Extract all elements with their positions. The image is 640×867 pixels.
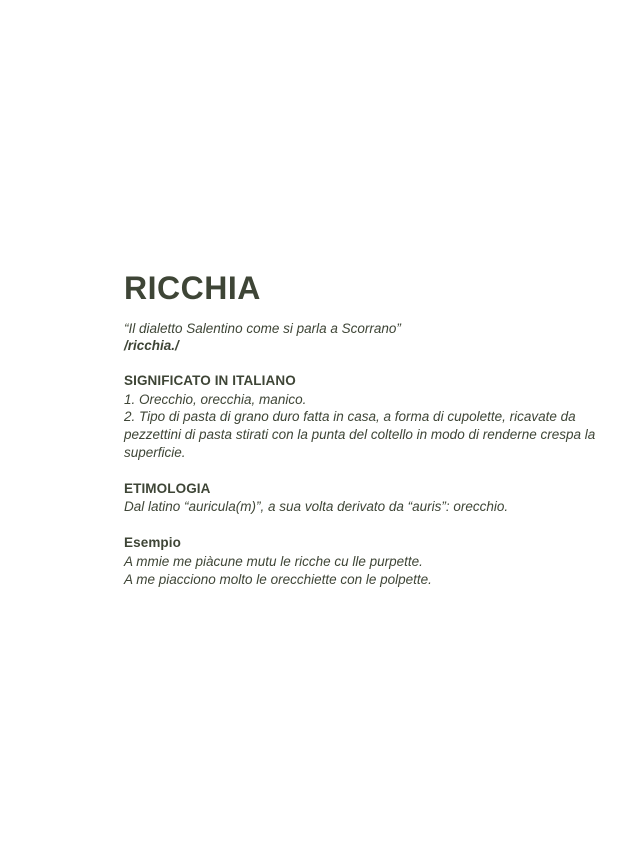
entry-subtitle: “Il dialetto Salentino come si parla a Scorrano” bbox=[124, 320, 401, 336]
page-title: RICCHIA bbox=[124, 270, 261, 306]
meaning-sense-2: 2. Tipo di pasta di grano duro fatta in casa, a forma di cupolette, ricavate da pezzettini di pasta stirati con la punta del coltello in modo di renderne crespa la superficie. bbox=[124, 409, 596, 461]
example-section-title: Esempio bbox=[124, 535, 181, 551]
etymology-section bbox=[124, 480, 624, 516]
meaning-sense-1: 1. Orecchio, orecchia, manico. bbox=[124, 391, 307, 407]
example-dialect: A mmie me piàcune mutu le ricche cu lle purpette. bbox=[124, 553, 423, 569]
dictionary-entry bbox=[124, 272, 624, 606]
meaning-section-title: SIGNIFICATO IN ITALIANO bbox=[124, 373, 296, 389]
example-italian: A me piacciono molto le orecchiette con le polpette. bbox=[124, 571, 432, 587]
example-section bbox=[124, 534, 624, 588]
etymology-text: Dal latino “auricula(m)”, a sua volta derivato da “auris”: orecchio. bbox=[124, 499, 509, 515]
meaning-section bbox=[124, 372, 624, 462]
entry-pronunciation: /ricchia./ bbox=[124, 337, 179, 353]
etymology-section-title: ETIMOLOGIA bbox=[124, 480, 211, 496]
